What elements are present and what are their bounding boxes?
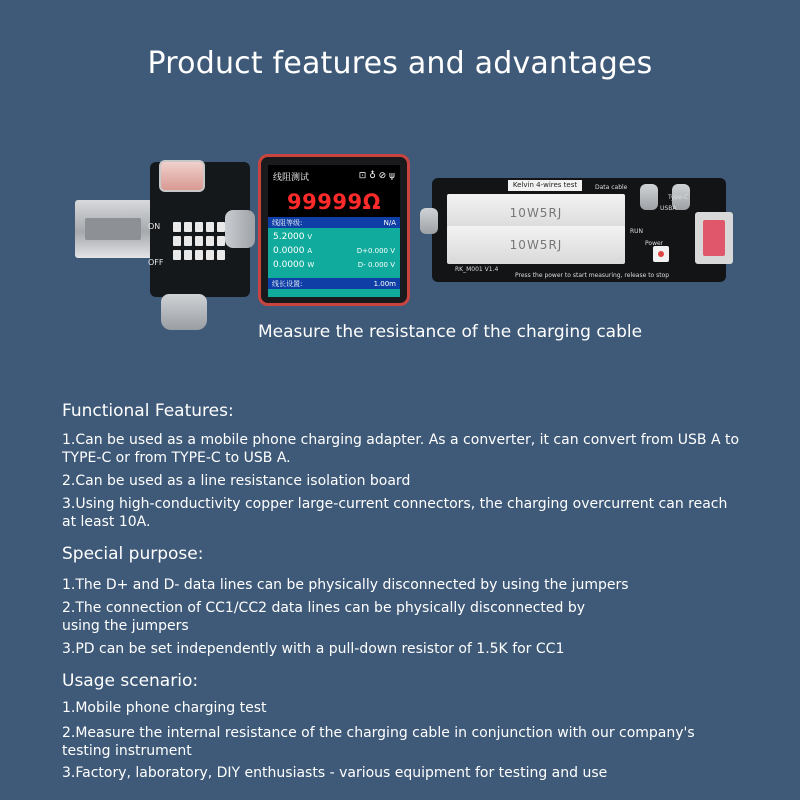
board-usba-label: USBA	[660, 205, 677, 212]
board-typec-label: Type-C	[668, 194, 689, 201]
page-title: Product features and advantages	[147, 46, 653, 81]
meter-screen	[268, 165, 400, 297]
board-hint: Press the power to start measuring, release to stop	[515, 272, 670, 279]
meter-power: 0.0000	[273, 260, 305, 270]
meter-voltage-unit: V	[307, 233, 313, 241]
adapter-label-on: ON	[148, 222, 161, 231]
meter-length-label: 线长设置:	[272, 279, 303, 288]
special-item-1: 1.The D+ and D- data lines can be physically disconnected by using the jumpers	[62, 577, 629, 593]
meter-status-icons: ⊡ ♁ ⊘ ψ	[358, 171, 395, 181]
jumper-row	[173, 236, 225, 246]
special-purpose-section	[62, 544, 742, 658]
meter-voltage: 5.2000	[273, 232, 305, 242]
board-model: RK_M001 V1.4	[455, 266, 499, 273]
meter-level-label: 线阻等级:	[272, 218, 303, 227]
special-item-2: 2.The connection of CC1/CC2 data lines can be physically disconnected by using the jumpers	[62, 600, 586, 634]
board-tag: Kelvin 4-wires test	[508, 180, 582, 191]
usage-scenario-heading: Usage scenario:	[62, 671, 199, 691]
power-button[interactable]	[653, 246, 669, 262]
image-caption: Measure the resistance of the charging cable	[258, 322, 643, 342]
jumper-row	[173, 222, 225, 232]
usb-a-port-right	[695, 212, 733, 264]
board-power-label: Power	[645, 240, 664, 247]
usage-item-2: 2.Measure the internal resistance of the charging cable in conjunction with our company's testing instrument	[62, 725, 695, 759]
functional-features-section	[62, 401, 742, 531]
type-c-port-left	[420, 208, 438, 234]
functional-item-1: 1.Can be used as a mobile phone charging adapter. As a converter, it can convert from USB A to TYPE-C or from TYPE-C to USB A.	[62, 432, 740, 466]
functional-features-heading: Functional Features:	[62, 401, 234, 421]
functional-item-2: 2.Can be used as a line resistance isolation board	[62, 473, 411, 489]
usage-scenario-section	[62, 671, 742, 782]
meter-header: 线阻测试	[273, 172, 310, 183]
type-c-port-side	[225, 210, 255, 248]
usb-a-plug	[75, 200, 157, 258]
functional-item-3: 3.Using high-conductivity copper large-current connectors, the charging overcurrent can reach at least 10A.	[62, 496, 728, 530]
resistance-meter	[258, 154, 410, 306]
resistor-1: 10W5RJ	[447, 194, 625, 232]
usage-item-1: 1.Mobile phone charging test	[62, 700, 267, 716]
meter-length-value: 1.00m	[373, 279, 396, 288]
meter-power-unit: W	[307, 261, 315, 269]
type-c-plug-bottom	[161, 294, 207, 330]
resistor-2: 10W5RJ	[447, 226, 625, 264]
meter-dminus: D- 0.000 V	[357, 261, 395, 269]
type-c-port-board	[640, 184, 658, 210]
meter-level-value: N/A	[383, 218, 396, 227]
meter-current: 0.0000	[273, 246, 305, 256]
meter-reading: 99999Ω	[268, 187, 400, 217]
usage-item-3: 3.Factory, laboratory, DIY enthusiasts - various equipment for testing and use	[62, 765, 608, 781]
board-data-cable-label: Data cable	[595, 184, 628, 191]
meter-current-unit: A	[307, 247, 313, 255]
special-purpose-heading: Special purpose:	[62, 544, 204, 564]
board-run-label: RUN	[630, 228, 644, 235]
meter-dplus: D+0.000 V	[356, 247, 395, 255]
special-item-3: 3.PD can be set independently with a pull-down resistor of 1.5K for CC1	[62, 641, 565, 657]
jumper-row	[173, 250, 225, 260]
adapter-label-off: OFF	[148, 258, 164, 267]
type-c-port-top	[159, 160, 205, 192]
